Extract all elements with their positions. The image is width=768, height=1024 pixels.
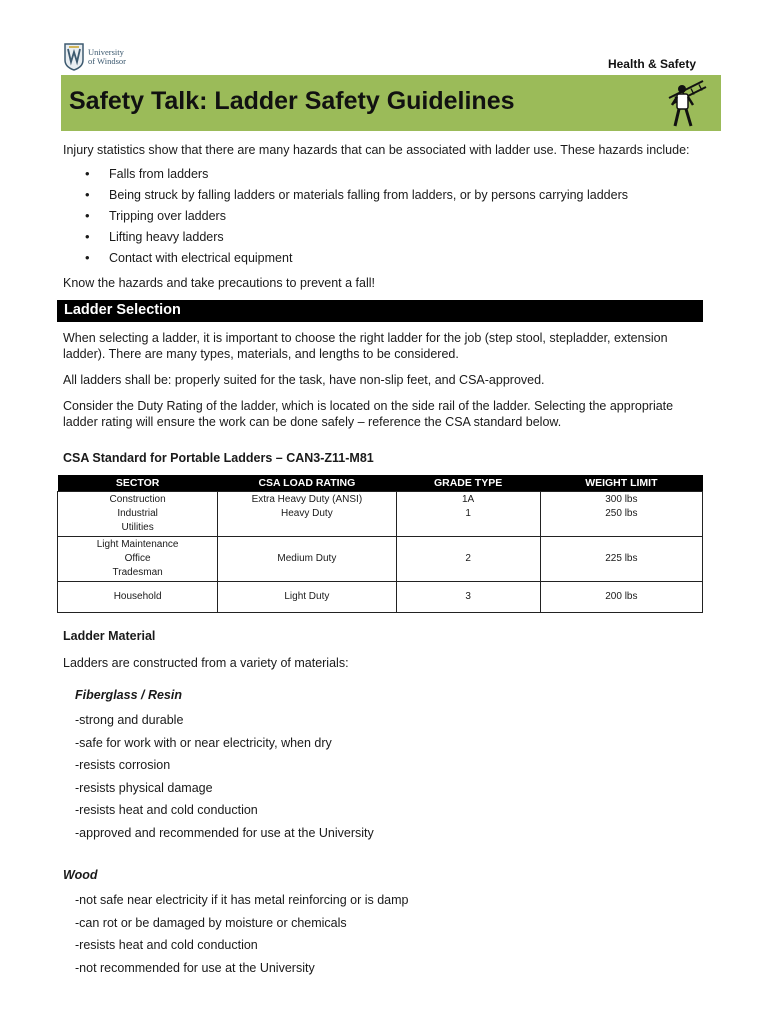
closing-statement: Know the hazards and take precautions to prevent a fall! bbox=[63, 276, 375, 290]
table-row bbox=[58, 582, 703, 613]
sector-cell bbox=[58, 492, 218, 537]
person-carrying-ladder-icon bbox=[663, 78, 707, 128]
wood-properties-list bbox=[75, 892, 408, 982]
fiberglass-heading: Fiberglass / Resin bbox=[75, 688, 182, 702]
list-item: -can rot or be damaged by moisture or chemicals bbox=[75, 915, 347, 930]
cell-line: Office bbox=[124, 553, 151, 564]
cell-line: 1A bbox=[461, 494, 475, 505]
list-item: -not safe near electricity if it has metal reinforcing or is damp bbox=[75, 893, 409, 907]
column-header-grade-type: GRADE TYPE bbox=[396, 475, 540, 492]
cell-line: Extra Heavy Duty (ANSI) bbox=[251, 494, 363, 505]
cell-line: Medium Duty bbox=[277, 553, 337, 564]
cell-line: 3 bbox=[465, 591, 471, 602]
selection-paragraph-1: When selecting a ladder, it is important to choose the right ladder for the job (step stool, stepladder, extension ladder). There are many types, materials, and lengths to be considered. bbox=[63, 331, 668, 361]
list-item: -strong and durable bbox=[75, 713, 184, 727]
cell-line: 225 lbs bbox=[605, 553, 638, 564]
logo-wordmark bbox=[88, 48, 126, 66]
table-title: CSA Standard for Portable Ladders – CAN3-Z11-M81 bbox=[63, 451, 374, 465]
cell-line: Light Maintenance bbox=[96, 539, 179, 550]
grade-cell bbox=[396, 492, 540, 537]
cell-line: Construction bbox=[109, 494, 166, 505]
cell-line: Heavy Duty bbox=[281, 508, 333, 519]
university-shield-icon bbox=[64, 43, 84, 71]
title-banner bbox=[61, 75, 721, 131]
list-item: -resists heat and cold conduction bbox=[75, 938, 258, 952]
cell-line: 250 lbs bbox=[605, 508, 638, 519]
logo-line-2: of Windsor bbox=[88, 56, 126, 66]
load-rating-cell bbox=[218, 537, 396, 582]
cell-line: Light Duty bbox=[284, 591, 330, 602]
intro-paragraph: Injury statistics show that there are many hazards that can be associated with ladder use. These hazards include: bbox=[63, 143, 690, 157]
cell-line: Utilities bbox=[121, 522, 154, 533]
page-title: Safety Talk: Ladder Safety Guidelines bbox=[69, 87, 515, 115]
list-item: • Being struck by falling ladders or materials falling from ladders, or by persons carrying ladders bbox=[85, 187, 705, 208]
sector-cell bbox=[58, 537, 218, 582]
table-row bbox=[58, 537, 703, 582]
table-row bbox=[58, 492, 703, 537]
csa-standard-table bbox=[57, 475, 703, 613]
list-item: • Lifting heavy ladders bbox=[85, 229, 705, 250]
table-header-row bbox=[58, 475, 703, 492]
cell-line: Tradesman bbox=[112, 567, 163, 578]
section-heading-ladder-selection bbox=[57, 300, 703, 322]
column-header-load-rating: CSA LOAD RATING bbox=[218, 475, 396, 492]
selection-paragraph-3: Consider the Duty Rating of the ladder, which is located on the side rail of the ladder. Selecting the appropriate ladder rating will ensure the work can be done safely – reference the CSA standard below. bbox=[63, 399, 674, 429]
weight-cell bbox=[540, 492, 702, 537]
section-heading-text: Ladder Selection bbox=[64, 302, 181, 318]
fiberglass-properties-list bbox=[75, 712, 374, 847]
cell-line: Industrial bbox=[117, 508, 158, 519]
cell-line: 1 bbox=[465, 508, 471, 519]
list-item: • Tripping over ladders bbox=[85, 208, 705, 229]
list-item: -resists physical damage bbox=[75, 780, 213, 795]
wood-heading: Wood bbox=[63, 868, 98, 882]
cell-line: 2 bbox=[465, 553, 471, 564]
cell-line: 200 lbs bbox=[605, 591, 638, 602]
list-item: • Falls from ladders bbox=[85, 166, 705, 187]
grade-cell bbox=[396, 537, 540, 582]
column-header-sector: SECTOR bbox=[58, 475, 218, 492]
list-item: -approved and recommended for use at the University bbox=[75, 825, 374, 840]
ladder-material-heading: Ladder Material bbox=[63, 629, 156, 643]
ladder-material-intro: Ladders are constructed from a variety of materials: bbox=[63, 656, 349, 670]
weight-cell bbox=[540, 582, 702, 613]
list-item: -not recommended for use at the University bbox=[75, 960, 315, 975]
university-logo bbox=[64, 42, 154, 72]
selection-paragraph-2: All ladders shall be: properly suited for the task, have non-slip feet, and CSA-approved. bbox=[63, 373, 545, 387]
list-item: -resists corrosion bbox=[75, 758, 171, 772]
hazard-list bbox=[85, 166, 705, 271]
department-label: Health & Safety bbox=[607, 57, 696, 71]
list-item: -safe for work with or near electricity, when dry bbox=[75, 735, 332, 750]
grade-cell bbox=[396, 582, 540, 613]
weight-cell bbox=[540, 537, 702, 582]
load-rating-cell bbox=[218, 582, 396, 613]
sector-cell bbox=[58, 582, 218, 613]
cell-line: Household bbox=[113, 591, 162, 602]
cell-line: 300 lbs bbox=[605, 494, 638, 505]
load-rating-cell bbox=[218, 492, 396, 537]
list-item: • Contact with electrical equipment bbox=[85, 250, 705, 271]
logo-line-1: University bbox=[88, 47, 124, 57]
list-item: -resists heat and cold conduction bbox=[75, 803, 258, 817]
column-header-weight-limit: WEIGHT LIMIT bbox=[540, 475, 702, 492]
